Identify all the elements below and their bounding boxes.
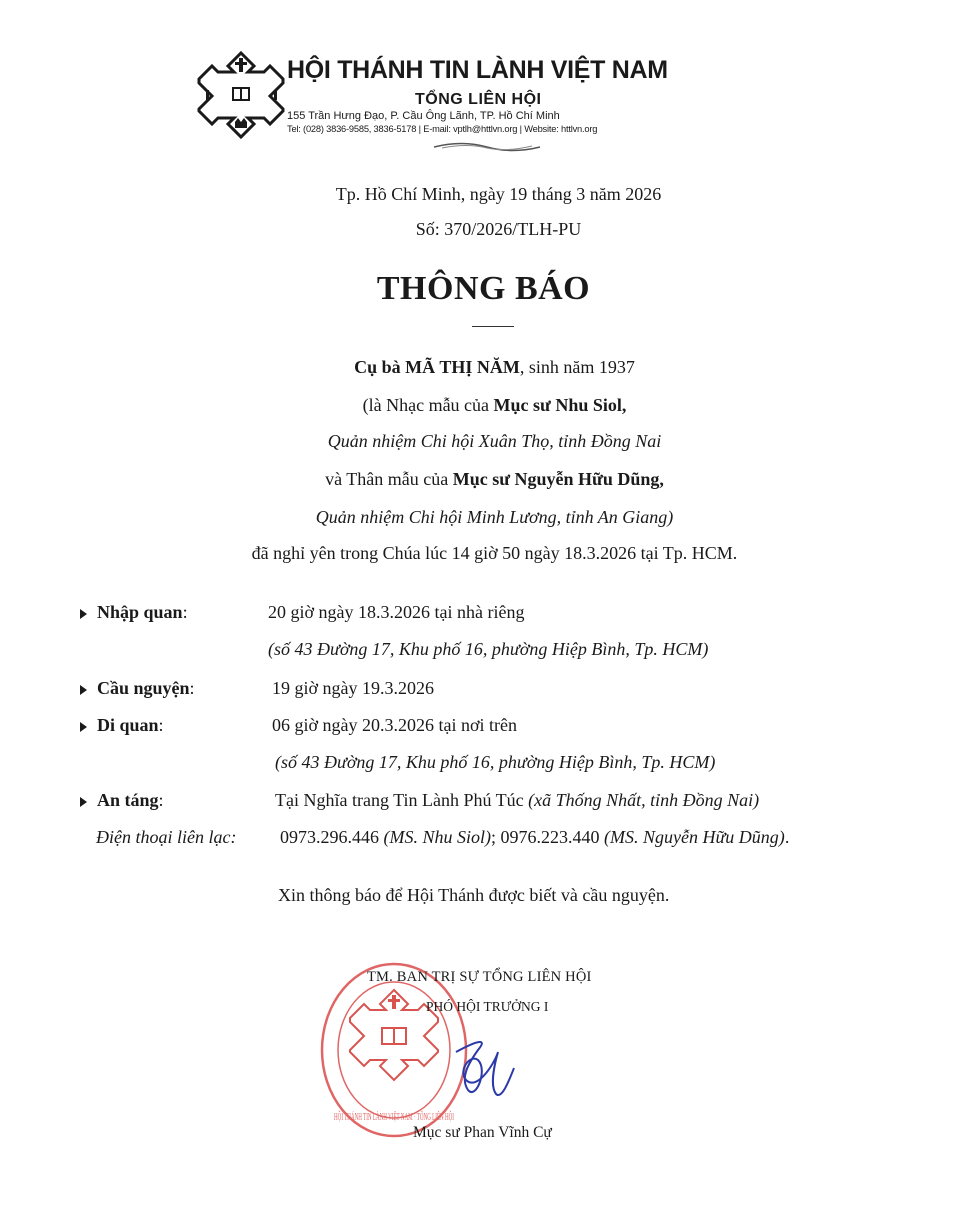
schedule-label-nhap-quan: Nhập quan: bbox=[97, 602, 188, 622]
announcement-line-4 bbox=[0, 469, 959, 490]
bullet-icon bbox=[80, 797, 87, 807]
org-contact: Tel: (028) 3836-9585, 3836-5178 | E-mail: vptlh@httlvn.org | Website: httlvn.org bbox=[287, 124, 598, 134]
phone-label: Điện thoại liên lạc: bbox=[96, 827, 237, 847]
relation-prefix: (là Nhạc mẫu của bbox=[362, 395, 494, 415]
announcement-line-5: Quản nhiệm Chi hội Minh Lương, tỉnh An Giang) bbox=[315, 507, 674, 527]
schedule-label-di-quan: Di quan: bbox=[97, 715, 164, 735]
title-divider bbox=[472, 326, 514, 327]
phone-contacts: 0973.296.446 (MS. Nhu Siol); 0976.223.440 (MS. Nguyễn Hữu Dũng). bbox=[280, 827, 790, 847]
date-line: Tp. Hồ Chí Minh, ngày 19 tháng 3 năm 2026 bbox=[335, 184, 662, 204]
schedule-value-nhap-quan: 20 giờ ngày 18.3.2026 tại nhà riêng bbox=[268, 602, 525, 622]
schedule-value-di-quan: 06 giờ ngày 20.3.2026 tại nơi trên bbox=[272, 715, 518, 735]
bullet-icon bbox=[80, 685, 87, 695]
deceased-name: Cụ bà MÃ THỊ NĂM bbox=[354, 357, 520, 377]
handwritten-signature-icon bbox=[448, 1030, 538, 1110]
announcement-line-6: đã nghỉ yên trong Chúa lúc 14 giờ 50 ngày 18.3.2026 tại Tp. HCM. bbox=[251, 543, 738, 563]
signature-title-line: PHÓ HỘI TRƯỞNG I bbox=[426, 999, 549, 1014]
schedule-label-cau-nguyen: Cầu nguyện: bbox=[97, 678, 195, 698]
closing-line: Xin thông báo để Hội Thánh được biết và cầu nguyện. bbox=[278, 885, 670, 905]
document-number: Số: 370/2026/TLH-PU bbox=[415, 219, 582, 239]
schedule-label-an-tang: An táng: bbox=[97, 790, 164, 810]
schedule-address-nhap-quan: (số 43 Đường 17, Khu phố 16, phường Hiệp Bình, Tp. HCM) bbox=[268, 639, 709, 659]
schedule-value-cau-nguyen: 19 giờ ngày 19.3.2026 bbox=[272, 678, 435, 698]
bullet-icon bbox=[80, 609, 87, 619]
phone-number-1: 0973.296.446 bbox=[280, 827, 384, 847]
church-logo-icon bbox=[196, 50, 286, 140]
burial-place-location: (xã Thống Nhất, tỉnh Đồng Nai) bbox=[528, 790, 760, 810]
pastor-name-2: Mục sư Nguyễn Hữu Dũng, bbox=[452, 469, 664, 489]
announcement-line-1 bbox=[0, 357, 959, 378]
org-address: 155 Trần Hưng Đạo, P. Cầu Ông Lãnh, TP. Hồ Chí Minh bbox=[287, 110, 560, 122]
relation-prefix-2: và Thân mẫu của bbox=[325, 469, 453, 489]
page-title: THÔNG BÁO bbox=[376, 270, 591, 307]
birth-year: , sinh năm 1937 bbox=[519, 357, 635, 377]
schedule-address-di-quan: (số 43 Đường 17, Khu phố 16, phường Hiệp Bình, Tp. HCM) bbox=[275, 752, 716, 772]
svg-text:HỘI THÁNH TIN LÀNH VIỆT NAM ·: HỘI THÁNH TIN LÀNH VIỆT NAM · TỔNG LIÊN HỘI bbox=[334, 1111, 595, 1123]
bullet-icon bbox=[80, 722, 87, 732]
phone-contact-2: (MS. Nguyễn Hữu Dũng) bbox=[604, 827, 785, 847]
announcement-line-2 bbox=[0, 395, 959, 416]
phone-number-2: ; 0976.223.440 bbox=[491, 827, 605, 847]
phone-contact-1: (MS. Nhu Siol) bbox=[383, 827, 491, 847]
schedule-value-an-tang: Tại Nghĩa trang Tin Lành Phú Túc (xã Thống Nhất, tỉnh Đồng Nai) bbox=[275, 790, 760, 810]
org-name: HỘI THÁNH TIN LÀNH VIỆT NAM bbox=[287, 56, 668, 84]
org-subtitle: TỔNG LIÊN HỘI bbox=[415, 91, 542, 108]
announcement-line-3: Quản nhiệm Chi hội Xuân Thọ, tỉnh Đồng Nai bbox=[327, 431, 662, 451]
ornament-divider-icon bbox=[432, 140, 542, 154]
signature-org-line: TM. BAN TRỊ SỰ TỔNG LIÊN HỘI bbox=[367, 969, 592, 985]
pastor-name-1: Mục sư Nhu Siol, bbox=[493, 395, 627, 415]
signer-name: Mục sư Phan Vĩnh Cự bbox=[413, 1124, 552, 1141]
